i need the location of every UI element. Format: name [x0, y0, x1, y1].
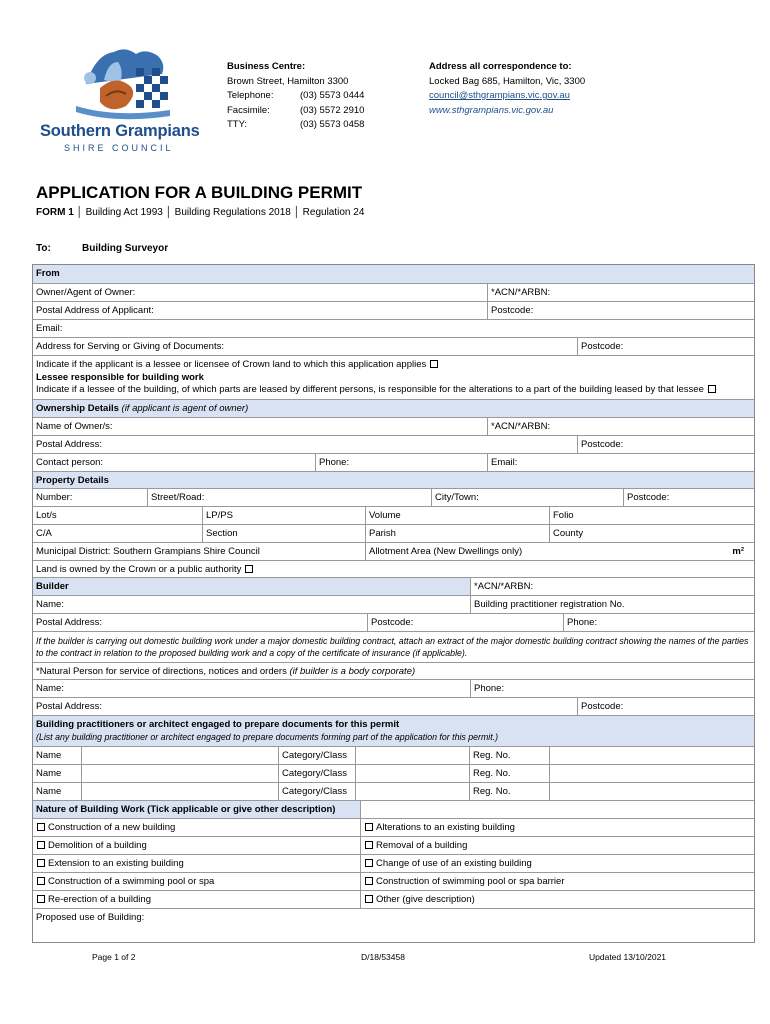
- postal-applicant-label: Postal Address of Applicant:: [36, 305, 154, 316]
- natural-postal-label: Postal Address:: [36, 701, 103, 712]
- contact-person-field[interactable]: [33, 454, 315, 471]
- ownership-header: [33, 399, 754, 417]
- practitioners-heading: Building practitioners or architect engaged to prepare documents for this permit: [36, 719, 400, 730]
- crown-lessee-row: [33, 355, 754, 372]
- property-street-label: Street/Road:: [151, 492, 205, 503]
- nature-option-label: Construction of a new building: [48, 822, 176, 833]
- lessee-text-label: Indicate if a lessee of the building, of which parts are leased by different persons, is responsible for the alterations to a part of the building leased by that lessee: [36, 384, 704, 395]
- nature-option-label: Change of use of an existing building: [376, 858, 532, 869]
- ca-row: [33, 524, 754, 542]
- ownership-note: (if applicant is agent of owner): [121, 403, 249, 414]
- major-contract-note: If the builder is carrying out domestic building work under a major domestic building contract, attach an extract of the major domestic building contract showing the names of the parties to the contract in relation to the proposed building work and a copy of the certificate of insurance (if applicable).: [33, 631, 754, 662]
- ca-field[interactable]: [33, 525, 202, 542]
- lessee-heading: Lessee responsible for building work: [36, 372, 204, 383]
- crown-land-label: Land is owned by the Crown or a public authority: [36, 564, 242, 575]
- owner-postal-label: Postal Address:: [36, 439, 103, 450]
- municipal-district: [33, 543, 365, 560]
- nature-option[interactable]: [360, 873, 754, 890]
- nature-option-label: Extension to an existing building: [48, 858, 184, 869]
- builder-registration-label: Building practitioner registration No.: [474, 599, 625, 610]
- property-address-row: [33, 488, 754, 506]
- practitioner-2-category-field[interactable]: [355, 765, 469, 782]
- applicant-postcode-label: Postcode:: [491, 305, 534, 316]
- nature-option[interactable]: [33, 891, 360, 908]
- owner-postal-row: [33, 435, 754, 453]
- nature-option[interactable]: [33, 819, 360, 836]
- county-label: County: [553, 528, 584, 539]
- builder-phone-label: Phone:: [567, 617, 598, 628]
- practitioner-2-reg-label: Reg. No.: [469, 765, 549, 782]
- practitioners-note: (List any building practitioner or architect engaged to prepare documents forming part of the application for this permit.): [36, 732, 499, 742]
- builder-postal-row: [33, 613, 754, 631]
- natural-postcode-field[interactable]: [577, 698, 754, 715]
- owner-postcode-label: Postcode:: [581, 439, 624, 450]
- checkbox-icon[interactable]: [37, 841, 45, 849]
- practitioner-2-name-field[interactable]: [81, 765, 278, 782]
- nature-row: [33, 872, 754, 890]
- property-postcode-field[interactable]: [623, 489, 754, 506]
- county-field[interactable]: [549, 525, 754, 542]
- natural-phone-label: Phone:: [474, 683, 505, 694]
- applicant-acn-field[interactable]: [487, 284, 754, 301]
- builder-name-row: [33, 595, 754, 613]
- practitioner-2-reg-field[interactable]: [549, 765, 754, 782]
- practitioner-3-category-label: Category/Class: [278, 783, 355, 800]
- owner-acn-label: *ACN/*ARBN:: [491, 421, 551, 432]
- folio-field[interactable]: [549, 507, 754, 524]
- serving-postcode-field[interactable]: [577, 338, 754, 355]
- folio-label: Folio: [553, 510, 574, 521]
- section-label: Section: [206, 528, 238, 539]
- email-row: [33, 319, 754, 337]
- practitioner-1-name-field[interactable]: [81, 747, 278, 764]
- practitioner-2-name-label: Name: [36, 768, 62, 779]
- nature-option-label: Removal of a building: [376, 840, 468, 851]
- facsimile-value: (03) 5572 2910: [300, 104, 365, 116]
- municipal-label: Municipal District: Southern Grampians Shire Council: [36, 546, 260, 557]
- checkbox-icon[interactable]: [365, 895, 373, 903]
- crown-lessee-checkbox[interactable]: [430, 360, 438, 368]
- builder-phone-field[interactable]: [563, 614, 754, 631]
- natural-postcode-label: Postcode:: [581, 701, 624, 712]
- from-heading: From: [36, 268, 60, 279]
- contact-row: [33, 453, 754, 471]
- builder-header: [33, 577, 754, 595]
- natural-phone-field[interactable]: [470, 680, 754, 697]
- applicant-email-label: Email:: [36, 323, 63, 334]
- council-logo: [38, 44, 198, 159]
- builder-postal-label: Postal Address:: [36, 617, 103, 628]
- applicant-email-field[interactable]: [33, 320, 754, 337]
- nature-option[interactable]: [360, 837, 754, 854]
- nature-option[interactable]: [33, 837, 360, 854]
- nature-row: [33, 890, 754, 908]
- practitioner-3-name-field[interactable]: [81, 783, 278, 800]
- nature-option-label: Other (give description): [376, 894, 475, 905]
- form-reference: [36, 207, 364, 218]
- parish-field[interactable]: [365, 525, 549, 542]
- owner-phone-field[interactable]: [315, 454, 487, 471]
- allotment-label: Allotment Area (New Dwellings only): [369, 546, 523, 557]
- applicant-postcode-field[interactable]: [487, 302, 754, 319]
- crown-land-row: [33, 560, 754, 577]
- ca-label: C/A: [36, 528, 52, 539]
- lessee-text: [36, 384, 751, 396]
- builder-registration-field[interactable]: [470, 596, 754, 613]
- builder-name-label: Name:: [36, 599, 64, 610]
- form-legislation: │ Building Act 1993 │ Building Regulations 2018 │ Regulation 24: [73, 207, 365, 218]
- lessee-checkbox[interactable]: [708, 385, 716, 393]
- property-heading: Property Details: [36, 475, 109, 486]
- owner-postcode-field[interactable]: [577, 436, 754, 453]
- nature-option-label: Construction of a swimming pool or spa: [48, 876, 215, 887]
- volume-label: Volume: [369, 510, 401, 521]
- property-city-field[interactable]: [431, 489, 623, 506]
- allotment-area-field[interactable]: [365, 543, 754, 560]
- square-metre-unit: m²: [732, 546, 744, 557]
- checkbox-icon[interactable]: [37, 823, 45, 831]
- nature-header: [33, 800, 754, 818]
- business-address: Brown Street, Hamilton 3300: [227, 75, 349, 87]
- business-centre-block: [227, 60, 364, 133]
- owner-agent-field[interactable]: [33, 284, 487, 301]
- page-title: APPLICATION FOR A BUILDING PERMIT: [36, 183, 363, 202]
- nature-option[interactable]: [360, 819, 754, 836]
- correspondence-heading: Address all correspondence to:: [429, 61, 572, 72]
- ownership-heading: Ownership Details: [36, 403, 119, 414]
- lessee-block: [33, 372, 754, 399]
- owners-name-field[interactable]: [33, 418, 487, 435]
- practitioner-row: [33, 782, 754, 800]
- practitioner-row: [33, 746, 754, 764]
- natural-postal-row: [33, 697, 754, 715]
- lots-label: Lot/s: [36, 510, 57, 521]
- practitioner-3-category-field[interactable]: [355, 783, 469, 800]
- logo-subtitle: SHIRE COUNCIL: [64, 143, 174, 153]
- practitioner-3-reg-label: Reg. No.: [469, 783, 549, 800]
- practitioner-1-name-label: Name: [36, 750, 62, 761]
- telephone-value: (03) 5573 0444: [300, 90, 365, 101]
- practitioner-2-category-label: Category/Class: [278, 765, 355, 782]
- nature-option-label: Demolition of a building: [48, 840, 147, 851]
- crown-lessee-text: [33, 356, 754, 370]
- lots-field[interactable]: [33, 507, 202, 524]
- practitioner-1-reg-label: Reg. No.: [469, 747, 549, 764]
- practitioner-3-name-label: Name: [36, 786, 62, 797]
- practitioner-row: [33, 764, 754, 782]
- council-emblem-icon: [66, 44, 196, 124]
- nature-heading: Nature of Building Work (Tick applicable or give other description): [36, 804, 336, 815]
- natural-person-note: (if builder is a body corporate): [289, 666, 416, 677]
- builder-heading: Builder: [36, 581, 69, 592]
- builder-acn-label: *ACN/*ARBN:: [474, 581, 534, 592]
- to-line: [36, 243, 169, 254]
- builder-postcode-field[interactable]: [367, 614, 563, 631]
- municipal-row: [33, 542, 754, 560]
- checkbox-icon[interactable]: [37, 877, 45, 885]
- serving-address-field[interactable]: [33, 338, 577, 355]
- owner-email-label: Email:: [491, 457, 518, 468]
- nature-option[interactable]: [33, 873, 360, 890]
- facsimile-label: Facsimile:: [227, 104, 270, 116]
- natural-person-text: [33, 663, 754, 677]
- to-value: Building Surveyor: [82, 243, 169, 254]
- proposed-use-label: Proposed use of Building:: [36, 912, 145, 923]
- owner-agent-row: [33, 283, 754, 301]
- council-website-link[interactable]: www.sthgrampians.vic.gov.au: [429, 104, 554, 116]
- postal-applicant-field[interactable]: [33, 302, 487, 319]
- parish-label: Parish: [369, 528, 396, 539]
- owners-name-label: Name of Owner/s:: [36, 421, 113, 432]
- property-number-label: Number:: [36, 492, 73, 503]
- proposed-use-row[interactable]: [33, 908, 754, 942]
- property-city-label: City/Town:: [435, 492, 479, 503]
- correspondence-address: Locked Bag 685, Hamilton, Vic, 3300: [429, 75, 586, 87]
- property-postcode-label: Postcode:: [627, 492, 670, 503]
- owner-phone-label: Phone:: [319, 457, 350, 468]
- practitioner-1-reg-field[interactable]: [549, 747, 754, 764]
- natural-name-field[interactable]: [33, 680, 470, 697]
- practitioners-header: [33, 715, 754, 746]
- serving-postcode-label: Postcode:: [581, 341, 624, 352]
- document-reference: D/18/53458: [361, 952, 405, 962]
- natural-person-row: [33, 662, 754, 679]
- owner-postal-field[interactable]: [33, 436, 577, 453]
- nature-option-label: Construction of swimming pool or spa barrier: [376, 876, 565, 887]
- practitioner-3-reg-field[interactable]: [549, 783, 754, 800]
- checkbox-icon[interactable]: [365, 877, 373, 885]
- property-header: [33, 471, 754, 488]
- nature-option[interactable]: [360, 891, 754, 908]
- owner-email-field[interactable]: [487, 454, 754, 471]
- lpps-label: LP/PS: [206, 510, 233, 521]
- volume-field[interactable]: [365, 507, 549, 524]
- builder-postcode-label: Postcode:: [371, 617, 414, 628]
- crown-lessee-label: Indicate if the applicant is a lessee or licensee of Crown land to which this application applies: [36, 359, 427, 370]
- nature-option-label: Alterations to an existing building: [376, 822, 515, 833]
- checkbox-icon[interactable]: [365, 859, 373, 867]
- owners-name-row: [33, 417, 754, 435]
- natural-postal-field[interactable]: [33, 698, 577, 715]
- business-heading: Business Centre:: [227, 61, 306, 72]
- nature-option-label: Re-erection of a building: [48, 894, 151, 905]
- nature-row: [33, 836, 754, 854]
- tty-label: TTY:: [227, 119, 248, 130]
- contact-person-label: Contact person:: [36, 457, 104, 468]
- property-number-field[interactable]: [33, 489, 147, 506]
- checkbox-icon[interactable]: [37, 895, 45, 903]
- council-email-link[interactable]: council@sthgrampians.vic.gov.au: [429, 90, 570, 101]
- postal-applicant-row: [33, 301, 754, 319]
- practitioner-1-category-field[interactable]: [355, 747, 469, 764]
- natural-name-row: [33, 679, 754, 697]
- crown-land-text: [33, 561, 754, 575]
- correspondence-block: [429, 60, 585, 118]
- logo-name: Southern Grampians: [40, 122, 200, 140]
- serving-address-label: Address for Serving or Giving of Documents:: [36, 341, 224, 352]
- owner-agent-label: Owner/Agent of Owner:: [36, 287, 136, 298]
- page-number: Page 1 of 2: [92, 952, 136, 962]
- applicant-acn-label: *ACN/*ARBN:: [491, 287, 551, 298]
- nature-row: [33, 818, 754, 836]
- checkbox-icon[interactable]: [365, 841, 373, 849]
- owner-acn-field[interactable]: [487, 418, 754, 435]
- checkbox-icon[interactable]: [365, 823, 373, 831]
- nature-header-blank: [360, 801, 754, 818]
- lpps-field[interactable]: [202, 507, 365, 524]
- updated-date: Updated 13/10/2021: [589, 952, 667, 962]
- builder-postal-field[interactable]: [33, 614, 367, 631]
- natural-person-label: *Natural Person for service of directions, notices and orders: [36, 666, 287, 677]
- section-field[interactable]: [202, 525, 365, 542]
- to-label: To:: [36, 243, 51, 254]
- crown-land-checkbox[interactable]: [245, 565, 253, 573]
- from-header: [33, 265, 754, 283]
- checkbox-icon[interactable]: [37, 859, 45, 867]
- nature-row: [33, 854, 754, 872]
- builder-acn-field[interactable]: [470, 578, 754, 595]
- practitioner-1-category-label: Category/Class: [278, 747, 355, 764]
- application-form: [32, 264, 755, 943]
- property-street-field[interactable]: [147, 489, 431, 506]
- lot-row: [33, 506, 754, 524]
- nature-option[interactable]: [33, 855, 360, 872]
- telephone-label: Telephone:: [227, 90, 274, 101]
- builder-name-field[interactable]: [33, 596, 470, 613]
- form-number: FORM 1: [36, 207, 74, 218]
- nature-option[interactable]: [360, 855, 754, 872]
- tty-value: (03) 5573 0458: [300, 119, 365, 130]
- serving-row: [33, 337, 754, 355]
- natural-name-label: Name:: [36, 683, 64, 694]
